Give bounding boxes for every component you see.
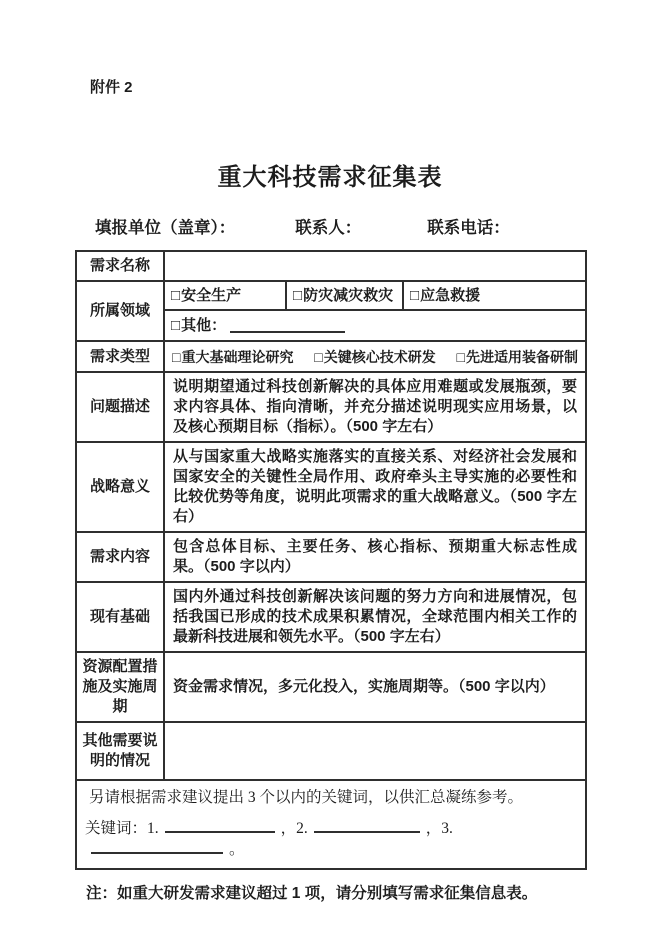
checkbox-icon: □ [172,348,181,365]
keyword-2-number: ，2. [280,820,308,837]
option-label: 应急救援 [420,286,481,304]
demand-type-options-cell [164,341,586,372]
keyword-1-blank-field[interactable] [165,818,275,833]
demand-content-label: 需求内容 [76,532,164,582]
strategic-significance-text: 从与国家重大战略实施落实的直接关系、对经济社会发展和国家安全的关键性全局作用、政府牵头主导实施的必要性和比较优势等角度，说明此项需求的重大战略意义。（500 字左右） [164,442,586,532]
row-demand-content [76,532,586,582]
checkbox-icon: □ [456,348,465,365]
row-other-notes [76,722,586,780]
checkbox-option-core-technology[interactable] [314,347,435,367]
demand-type-options-row [165,342,585,371]
row-demand-type [76,341,586,372]
unit-field-label: 填报单位（盖章）： [95,219,236,237]
other-blank-field[interactable] [230,318,345,333]
row-field [76,281,586,341]
field-label: 所属领域 [76,281,164,341]
checkbox-option-basic-research[interactable] [172,347,293,367]
keywords-hint: 另请根据需求建议提出 3 个以内的关键词，以供汇总凝练参考。 [89,789,524,806]
existing-basis-text: 国内外通过科技创新解决该问题的努力方向和进展情况，包括我国已形成的技术成果积累情况，全球范围内相关工作的最新科技进展和领先水平。（500 字左右） [164,582,586,652]
row-demand-name [76,251,586,281]
header-fields [95,214,660,238]
phone-field-label: 联系电话： [427,219,510,237]
field-options-top-row [165,282,585,311]
row-keywords [76,780,586,869]
demand-name-input-cell[interactable] [164,251,586,281]
demand-name-label: 需求名称 [76,251,164,281]
checkbox-option-other[interactable] [165,311,585,340]
demand-content-text: 包含总体目标、主要任务、核心指标、预期重大标志性成果。（500 字以内） [164,532,586,582]
keywords-cell [76,780,586,869]
strategic-significance-label: 战略意义 [76,442,164,532]
checkbox-icon: □ [410,286,420,304]
form-table [75,250,587,870]
checkbox-option-emergency-rescue[interactable] [402,282,585,309]
row-existing-basis [76,582,586,652]
checkbox-icon: □ [293,286,303,304]
form-title: 重大科技需求征集表 [217,164,443,191]
row-strategic-significance [76,442,586,532]
option-label: 重大基础理论研究 [181,348,294,365]
keywords-period: 。 [229,841,245,858]
other-label: 其他： [181,316,227,334]
footer-note: 注：如重大研发需求建议超过 1 项，请分别填写需求征集信息表。 [86,885,538,902]
field-options-cell [164,281,586,341]
existing-basis-label: 现有基础 [76,582,164,652]
keyword-2-blank-field[interactable] [314,818,420,833]
keyword-3-blank-field[interactable] [91,839,223,854]
contact-field-label: 联系人： [295,219,362,237]
keyword-3-number: ，3. [425,820,453,837]
checkbox-icon: □ [314,348,323,365]
row-resource-allocation [76,652,586,722]
checkbox-option-safety-production[interactable] [165,282,285,309]
option-label: 关键核心技术研发 [323,348,436,365]
problem-description-text: 说明期望通过科技创新解决的具体应用难题或发展瓶颈，要求内容具体、指向清晰，并充分描述说明现实应用场景，以及核心预期目标（指标）。（500 字左右） [164,372,586,442]
checkbox-option-disaster-prevention[interactable] [285,282,402,309]
resource-allocation-label: 资源配置措施及实施周期 [76,652,164,722]
checkbox-option-advanced-equipment[interactable] [457,347,578,367]
other-notes-label: 其他需要说明的情况 [76,722,164,780]
checkbox-icon: □ [171,316,181,334]
keywords-line [85,818,577,860]
keywords-label: 关键词： [85,820,148,837]
keyword-1-number: 1. [147,820,159,837]
row-problem-description [76,372,586,442]
option-label: 防灾减灾救灾 [303,286,394,304]
demand-type-label: 需求类型 [76,341,164,372]
option-label: 先进适用装备研制 [466,348,578,365]
other-notes-input-cell[interactable] [164,722,586,780]
option-label: 安全生产 [181,286,242,304]
resource-allocation-text: 资金需求情况，多元化投入，实施周期等。（500 字以内） [164,652,586,722]
attachment-label: 附件 2 [90,79,133,96]
checkbox-icon: □ [171,286,181,304]
problem-description-label: 问题描述 [76,372,164,442]
